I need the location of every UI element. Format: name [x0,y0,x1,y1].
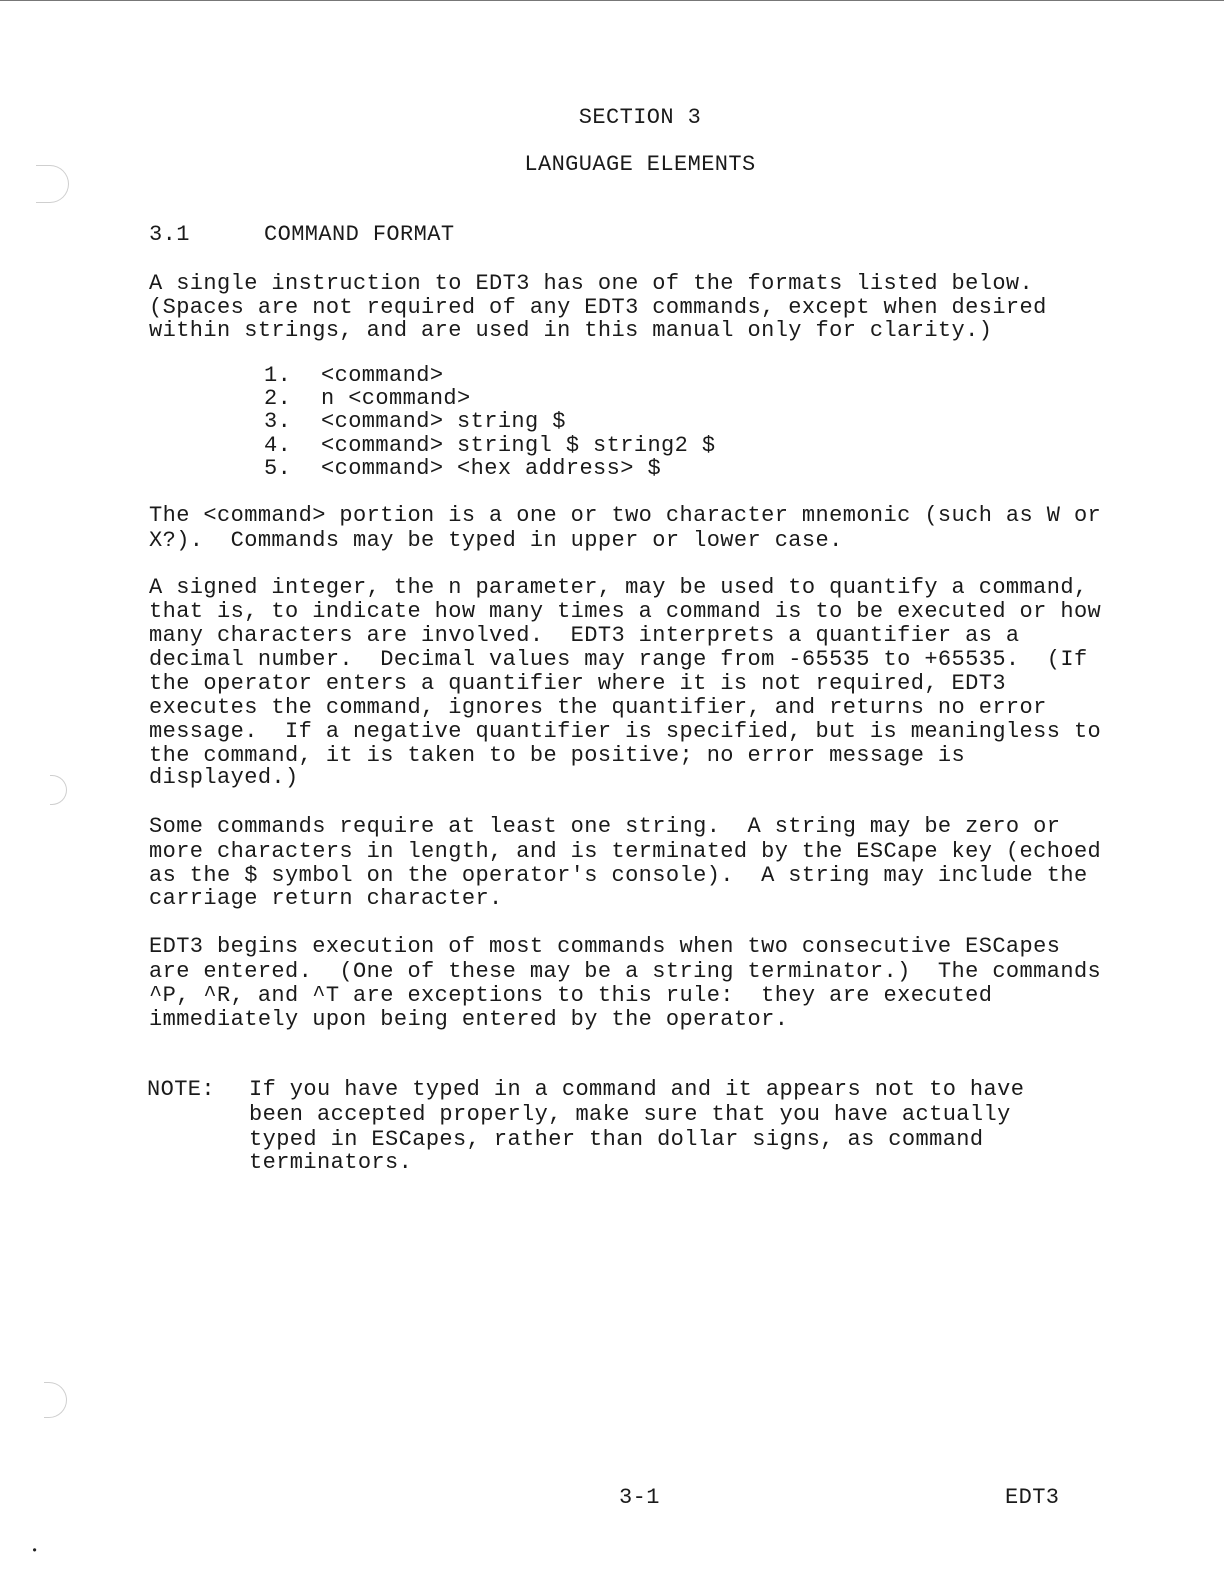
binder-hole-mark [44,1382,67,1418]
format-number: 2. [264,386,292,411]
binder-hole-mark [50,775,67,805]
subsection-title: COMMAND FORMAT [264,222,455,247]
note-line: typed in ESCapes, rather than dollar signs, as command [249,1127,984,1152]
paragraph-line: carriage return character. [149,886,503,911]
format-text: <command> stringl $ string2 $ [321,433,716,458]
format-number: 3. [264,409,292,434]
format-text: <command> string $ [321,409,566,434]
format-text: <command> <hex address> $ [321,456,662,481]
paragraph-line: the command, it is taken to be positive; no error message is [149,743,966,768]
note-line: terminators. [249,1150,413,1175]
paragraph-line: as the $ symbol on the operator's console). A string may include the [149,863,1088,888]
format-text: <command> [321,363,444,388]
intro-line: A single instruction to EDT3 has one of the formats listed below. [149,271,1034,296]
paragraph-line: The <command> portion is a one or two character mnemonic (such as W or [149,503,1102,528]
page-mark: • [31,1544,39,1558]
format-text: n <command> [321,386,471,411]
note-label: NOTE: [147,1077,216,1102]
page-top-edge [0,0,1224,1]
paragraph-line: ^P, ^R, and ^T are exceptions to this rule: they are executed [149,983,993,1008]
paragraph-line: immediately upon being entered by the operator. [149,1007,789,1032]
paragraph-line: the operator enters a quantifier where it is not required, EDT3 [149,671,1006,696]
paragraph-line: message. If a negative quantifier is specified, but is meaningless to [149,719,1102,744]
paragraph-line: more characters in length, and is terminated by the ESCape key (echoed [149,839,1102,864]
paragraph-line: A signed integer, the n parameter, may be used to quantify a command, [149,575,1088,600]
intro-line: (Spaces are not required of any EDT3 commands, except when desired [149,295,1047,320]
section-number: SECTION 3 [578,105,702,130]
format-number: 4. [264,433,292,458]
paragraph-line: are entered. (One of these may be a string terminator.) The commands [149,959,1102,984]
page-number: 3-1 [619,1485,660,1510]
paragraph-line: Some commands require at least one string. A string may be zero or [149,814,1061,839]
document-name: EDT3 [1005,1485,1060,1510]
section-title: LANGUAGE ELEMENTS [524,152,756,177]
subsection-number: 3.1 [149,222,190,247]
format-number: 5. [264,456,292,481]
paragraph-line: executes the command, ignores the quantifier, and returns no error [149,695,1047,720]
paragraph-line: decimal number. Decimal values may range from -65535 to +65535. (If [149,647,1088,672]
note-line: If you have typed in a command and it appears not to have [249,1077,1025,1102]
paragraph-line: displayed.) [149,765,299,790]
paragraph-line: that is, to indicate how many times a command is to be executed or how [149,599,1102,624]
paragraph-line: X?). Commands may be typed in upper or lower case. [149,528,843,553]
intro-line: within strings, and are used in this manual only for clarity.) [149,318,993,343]
paragraph-line: many characters are involved. EDT3 interprets a quantifier as a [149,623,1020,648]
paragraph-line: EDT3 begins execution of most commands when two consecutive ESCapes [149,934,1061,959]
format-number: 1. [264,363,292,388]
note-line: been accepted properly, make sure that you have actually [249,1102,1011,1127]
